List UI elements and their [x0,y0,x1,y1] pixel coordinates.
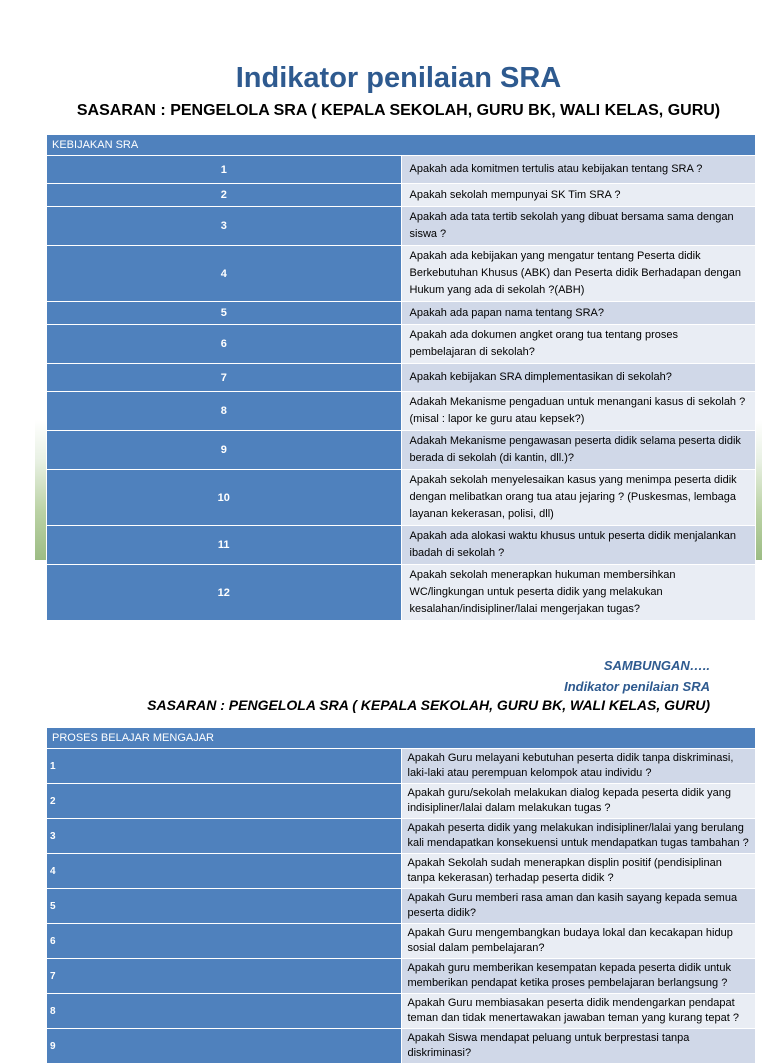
row-question: Apakah ada dokumen angket orang tua tentang proses pembelajaran di sekolah? [401,325,756,364]
table-row [47,156,756,184]
row-number: 1 [47,156,402,184]
section-header: PROSES BELAJAR MENGAJAR [47,728,756,749]
row-question: Adakah Mekanisme pengaduan untuk menangani kasus di sekolah ? (misal : lapor ke guru atau kepsek?) [401,392,756,431]
row-number: 4 [47,246,402,302]
table-row [47,819,756,854]
row-number: 7 [47,364,402,392]
row-number: 6 [47,325,402,364]
row-number: 9 [47,431,402,470]
table-row [47,959,756,994]
row-question: Apakah peserta didik yang melakukan indisipliner/lalai yang berulang kali mendapatkan konsekuensi untuk mendapatkan tugas tambahan ? [401,819,756,854]
row-number: 8 [47,994,402,1029]
row-question: Apakah ada alokasi waktu khusus untuk peserta didik menjalankan ibadah di sekolah ? [401,526,756,565]
section-header: KEBIJAKAN SRA [47,135,756,156]
row-number: 11 [47,526,402,565]
table-row [47,470,756,526]
row-question: Apakah ada komitmen tertulis atau kebijakan tentang SRA ? [401,156,756,184]
row-question: Apakah guru memberikan kesempatan kepada peserta didik untuk memberikan pendapat ketika proses pembelajaran berlangsung ? [401,959,756,994]
row-number: 9 [47,1029,402,1064]
row-question: Apakah kebijakan SRA dimplementasikan di sekolah? [401,364,756,392]
row-question: Apakah Guru memberi rasa aman dan kasih sayang kepada semua peserta didik? [401,889,756,924]
table-row [47,431,756,470]
table-header-row [47,728,756,749]
row-question: Apakah Guru melayani kebutuhan peserta didik tanpa diskriminasi, laki-laki atau perempuan kelompok atau individu ? [401,749,756,784]
row-number: 7 [47,959,402,994]
slide-title: Indikator penilaian SRA [235,62,562,94]
table-row [47,184,756,207]
slide-proses-belajar [35,628,762,1059]
row-number: 5 [47,302,402,325]
table-header-row [47,135,756,156]
table-row [47,207,756,246]
row-number: 8 [47,392,402,431]
row-question: Apakah guru/sekolah melakukan dialog kepada peserta didik yang indisipliner/lalai dalam melakukan tugas ? [401,784,756,819]
table-row [47,392,756,431]
row-question: Apakah ada tata tertib sekolah yang dibuat bersama sama dengan siswa ? [401,207,756,246]
slide-subtitle: SASARAN : PENGELOLA SRA ( KEPALA SEKOLAH, GURU BK, WALI KELAS, GURU) [147,697,710,713]
table-row [47,994,756,1029]
slide-title: Indikator penilaian SRA [564,679,710,694]
row-question: Apakah Sekolah sudah menerapkan displin positif (pendisiplinan tanpa kekerasan) terhadap peserta didik ? [401,854,756,889]
row-question: Apakah ada kebijakan yang mengatur tentang Peserta didik Berkebutuhan Khusus (ABK) dan Peserta didik Berhadapan dengan Hukum yang ada di sekolah ?(ABH) [401,246,756,302]
table-row [47,364,756,392]
table-row [47,325,756,364]
table-row [47,565,756,621]
row-question: Apakah sekolah mempunyai SK Tim SRA ? [401,184,756,207]
table-row [47,924,756,959]
continuation-label: SAMBUNGAN….. [603,658,710,673]
table-row [47,302,756,325]
row-question: Adakah Mekanisme pengawasan peserta didik selama peserta didik berada di sekolah (di kantin, dll.)? [401,431,756,470]
table-row [47,784,756,819]
proses-table [46,727,756,1064]
table-row [47,1029,756,1064]
table-row [47,526,756,565]
table-row [47,749,756,784]
row-number: 6 [47,924,402,959]
row-number: 1 [47,749,402,784]
row-number: 3 [47,819,402,854]
slide-kebijakan [35,40,762,615]
row-question: Apakah sekolah menerapkan hukuman membersihkan WC/lingkungan untuk peserta didik yang melakukan kesalahan/indisipliner/lalai mengerjakan tugas? [401,565,756,621]
row-question: Apakah ada papan nama tentang SRA? [401,302,756,325]
row-question: Apakah Guru membiasakan peserta didik mendengarkan pendapat teman dan tidak menertawakan jawaban teman yang kurang tepat ? [401,994,756,1029]
row-number: 4 [47,854,402,889]
slide-subtitle: SASARAN : PENGELOLA SRA ( KEPALA SEKOLAH, GURU BK, WALI KELAS, GURU) [76,102,721,119]
row-number: 2 [47,184,402,207]
row-number: 10 [47,470,402,526]
kebijakan-table [46,134,756,621]
row-number: 5 [47,889,402,924]
row-question: Apakah sekolah menyelesaikan kasus yang menimpa peserta didik dengan melibatkan orang tua atau jejaring ? (Puskesmas, lembaga layanan kekerasan, polisi, dll) [401,470,756,526]
row-number: 12 [47,565,402,621]
row-number: 3 [47,207,402,246]
table-row [47,854,756,889]
row-question: Apakah Guru mengembangkan budaya lokal dan kecakapan hidup sosial dalam pembelajaran? [401,924,756,959]
table-row [47,889,756,924]
row-number: 2 [47,784,402,819]
row-question: Apakah Siswa mendapat peluang untuk berprestasi tanpa diskriminasi? [401,1029,756,1064]
table-row [47,246,756,302]
